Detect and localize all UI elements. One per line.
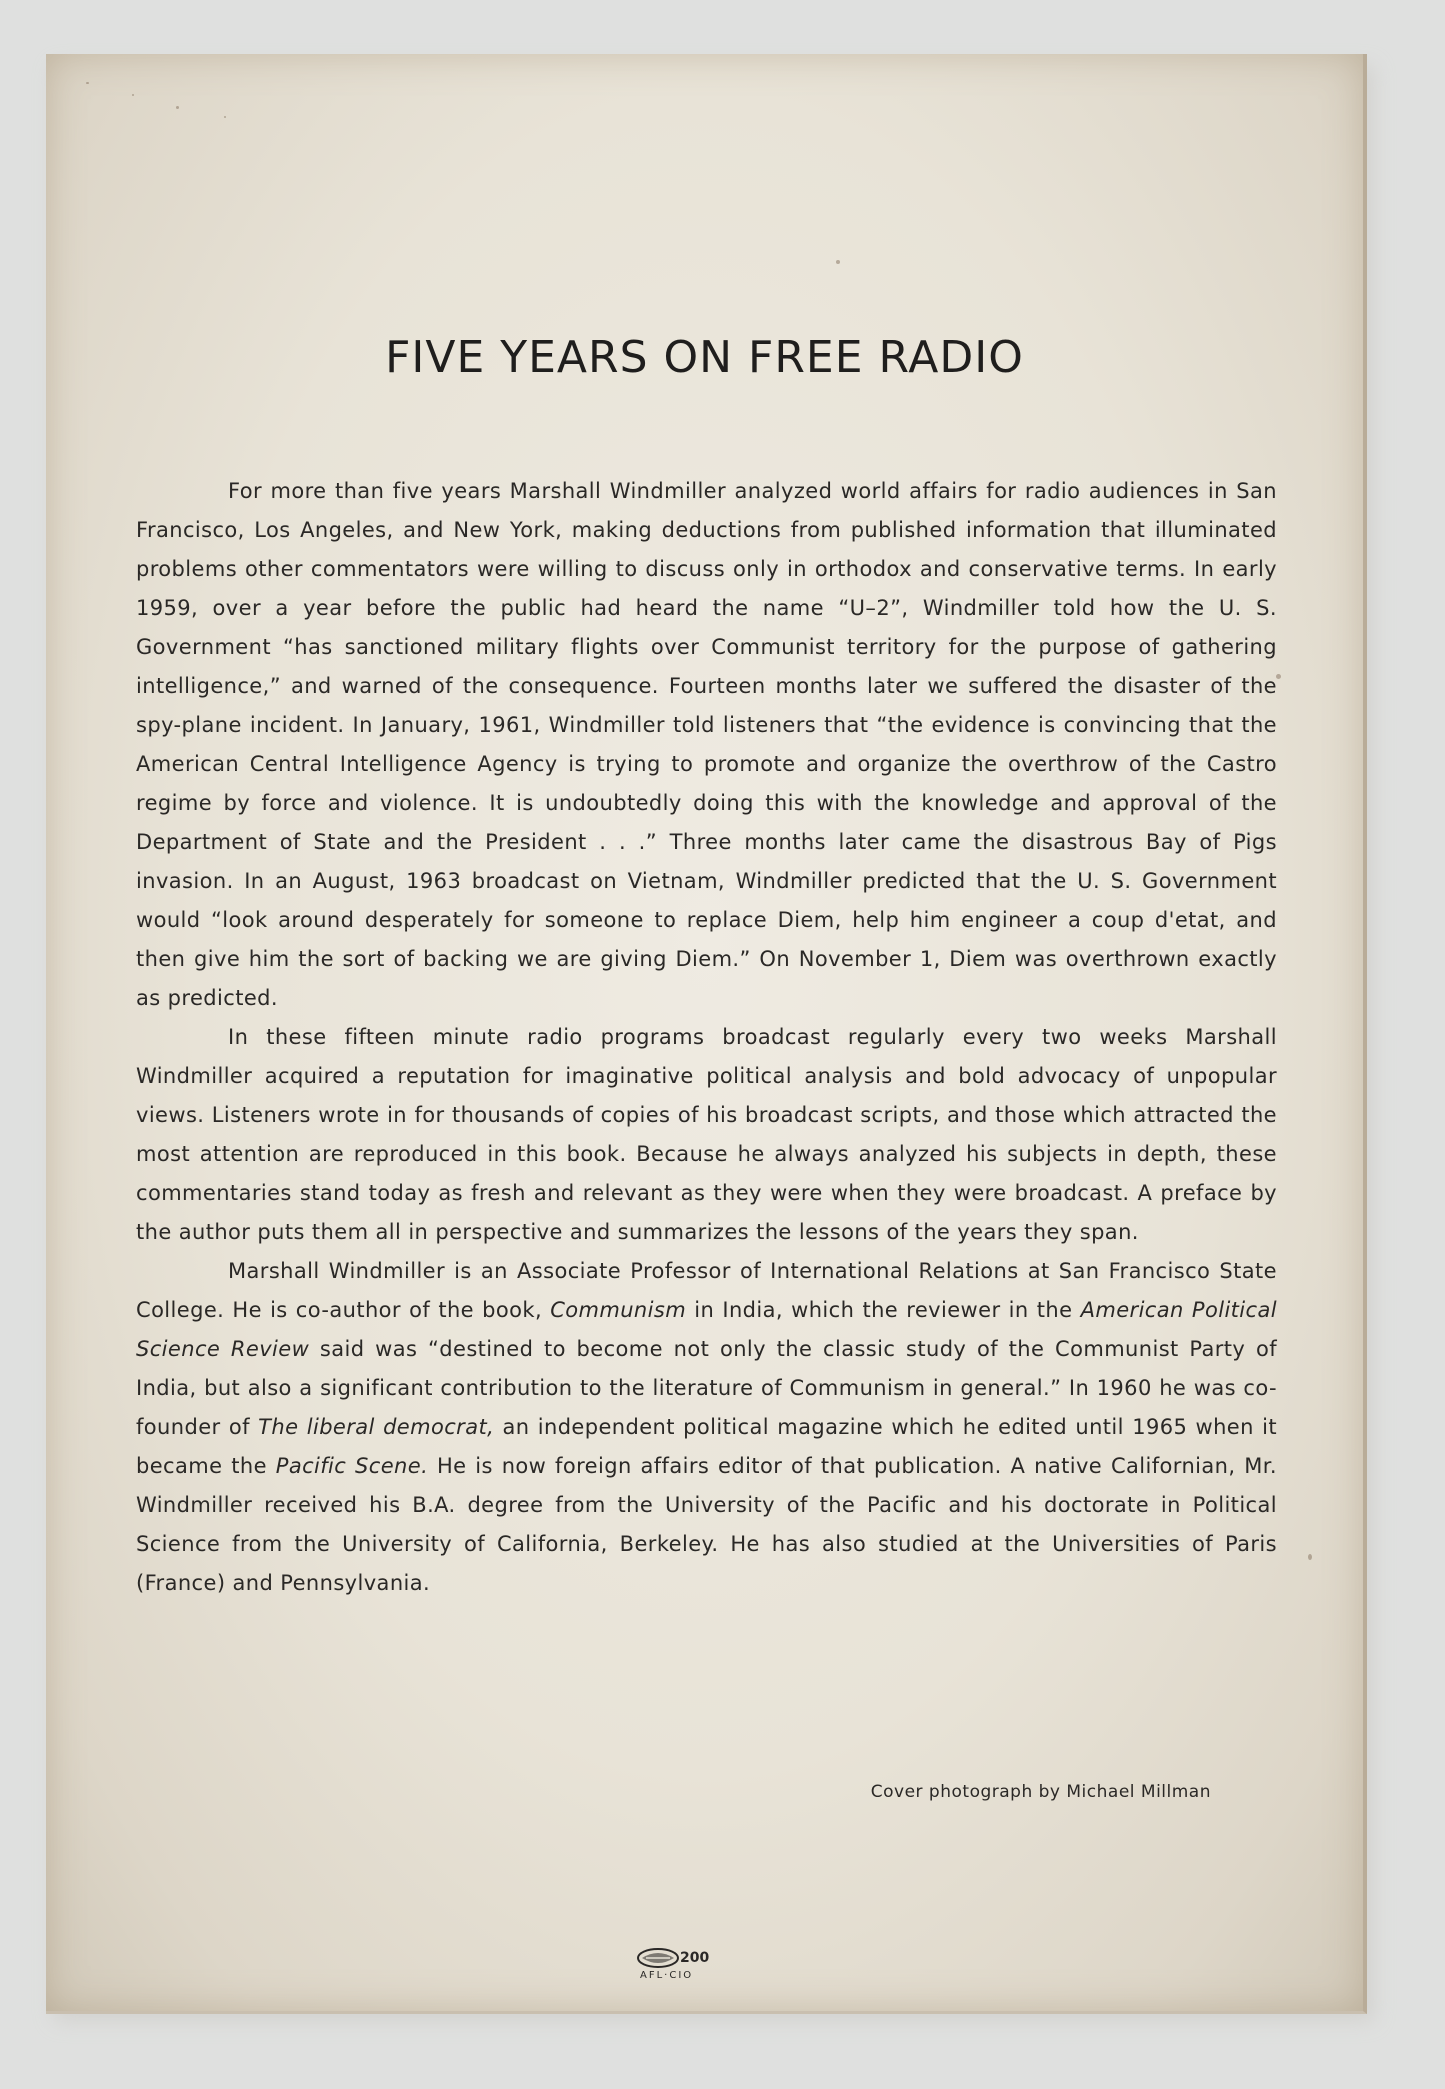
book-back-cover: [46, 54, 1367, 2014]
paragraph-programs: In these fifteen minute radio programs broadcast regularly every two weeks Marshall Windmiller acquired a reputation for imaginative political analysis and bold advocacy of unpopular views. Listeners wrote in for thousands of copies of his broadcast scripts, and those which attracted the most attention are reproduced in this book. Because he always analyzed his subjects in depth, these commentaries stand today as fresh and relevant as they were when they were broadcast. A preface by the author puts them all in perspective and summarizes the lessons of the years they span.: [136, 1025, 1277, 1244]
bio-text: an independent political magazine which he edited until 1965 when it became the: [136, 1415, 1277, 1478]
book-title-italic: Communism: [550, 1298, 687, 1322]
cover-photo-credit: Cover photograph by Michael Millman: [870, 1782, 1211, 1802]
paper-speck: [836, 260, 840, 264]
union-label-mark: [636, 1946, 726, 1986]
paper-speck: [176, 106, 179, 109]
magazine-title-italic: Pacific Scene.: [275, 1454, 429, 1478]
union-bug-icon: [636, 1946, 684, 1972]
union-affiliation: AFL·CIO: [640, 1970, 694, 1981]
page-title: FIVE YEARS ON FREE RADIO: [385, 332, 1024, 383]
paper-speck: [132, 94, 134, 96]
bio-text: said was “destined to become not only the classic study of the Communist Party of India, but also a significant contribution to the literature of Communism in general.” In 1960 he was co-founder of: [136, 1337, 1277, 1439]
paragraph-radio-history: For more than five years Marshall Windmiller analyzed world affairs for radio audiences in San Francisco, Los Angeles, and New York, making deductions from published information that illuminated problems other commentators were willing to discuss only in orthodox and conservative terms. In early 1959, over a year before the public had heard the name “U–2”, Windmiller told how the U. S. Government “has sanctioned military flights over Communist territory for the purpose of gathering intelligence,” and warned of the consequence. Fourteen months later we suffered the disaster of the spy-plane incident. In January, 1961, Windmiller told listeners that “the evidence is convincing that the American Central Intelligence Agency is trying to promote and organize the overthrow of the Castro regime by force and violence. It is undoubtedly doing this with the knowledge and approval of the Department of State and the President . . .” Three months later came the disastrous Bay of Pigs invasion. In an August, 1963 broadcast on Vietnam, Windmiller predicted that the U. S. Government would “look around desperately for someone to replace Diem, help him engineer a coup d'etat, and then give him the sort of backing we are giving Diem.” On November 1, Diem was overthrown exactly as predicted.: [136, 479, 1277, 1010]
description-body: [136, 472, 1277, 1603]
union-local-number: 200: [680, 1950, 710, 1966]
paragraph-author-bio: [136, 1252, 1277, 1603]
paper-speck: [86, 82, 89, 84]
paper-speck: [1308, 1554, 1312, 1560]
journal-title-italic: American Political Science Review: [136, 1298, 1277, 1361]
bio-text: He is now foreign affairs editor of that publication. A native Californian, Mr. Windmiller received his B.A. degree from the University of the Pacific and his doctorate in Political Science from the University of California, Berkeley. He has also studied at the Universities of Paris (France) and Pennsylvania.: [136, 1454, 1277, 1595]
paper-speck: [224, 116, 226, 118]
magazine-title-italic: The liberal democrat,: [258, 1415, 495, 1439]
bio-text: in India, which the reviewer in the: [686, 1298, 1081, 1322]
bio-text: Marshall Windmiller is an Associate Professor of International Relations at San Francisco State College. He is co-author of the book,: [136, 1259, 1277, 1322]
